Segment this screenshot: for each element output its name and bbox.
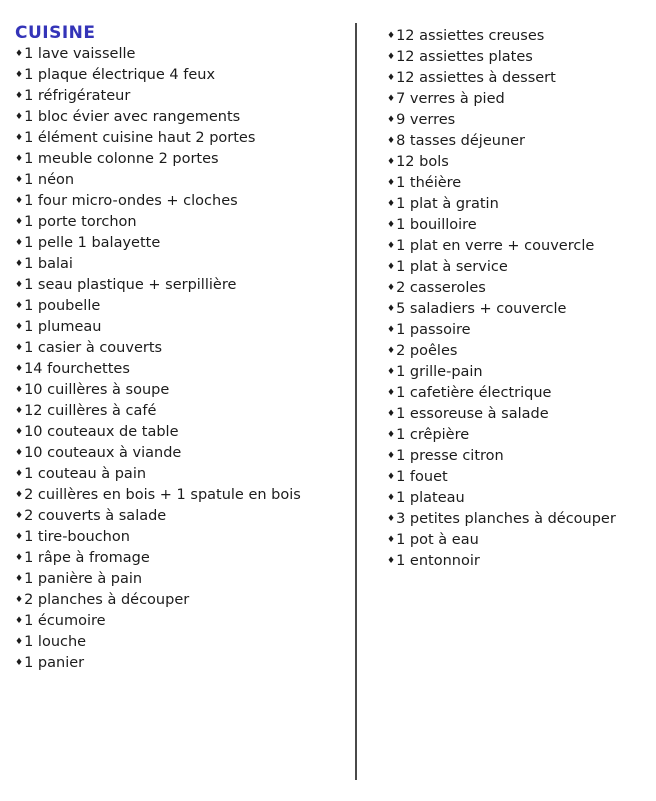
item-text: 2 cuillères en bois + 1 spatule en bois	[24, 487, 301, 503]
item-text: 1 passoire	[396, 322, 471, 338]
diamond-bullet-icon: ♦	[15, 49, 24, 59]
list-item	[15, 107, 353, 128]
diamond-bullet-icon: ♦	[15, 70, 24, 80]
diamond-bullet-icon: ♦	[387, 199, 396, 209]
list-item	[15, 527, 353, 548]
item-text: 1 seau plastique + serpillière	[24, 277, 237, 293]
column-divider-line	[355, 23, 357, 780]
item-text: 1 panière à pain	[24, 571, 143, 587]
list-item	[15, 254, 353, 275]
diamond-bullet-icon: ♦	[387, 514, 396, 524]
list-item	[15, 464, 353, 485]
diamond-bullet-icon: ♦	[387, 115, 396, 125]
left-column	[15, 22, 353, 674]
item-text: 1 poubelle	[24, 298, 101, 314]
list-item	[15, 422, 353, 443]
diamond-bullet-icon: ♦	[15, 532, 24, 542]
item-text: 1 entonnoir	[396, 553, 480, 569]
list-item	[15, 233, 353, 254]
item-text: 12 cuillères à café	[24, 403, 157, 419]
item-text: 8 tasses déjeuner	[396, 133, 526, 149]
diamond-bullet-icon: ♦	[15, 406, 24, 416]
item-text: 1 presse citron	[396, 448, 504, 464]
list-item	[15, 590, 353, 611]
list-item	[387, 173, 653, 194]
list-item	[387, 446, 653, 467]
list-item	[15, 86, 353, 107]
item-text: 1 crêpière	[396, 427, 470, 443]
list-item	[387, 47, 653, 68]
list-item	[15, 275, 353, 296]
list-item	[15, 44, 353, 65]
item-text: 2 planches à découper	[24, 592, 190, 608]
list-item	[387, 152, 653, 173]
left-item-list	[15, 44, 353, 674]
list-item	[15, 485, 353, 506]
item-text: 14 fourchettes	[24, 361, 130, 377]
item-text: 1 tire-bouchon	[24, 529, 130, 545]
item-text: 1 casier à couverts	[24, 340, 163, 356]
item-text: 2 casseroles	[396, 280, 486, 296]
diamond-bullet-icon: ♦	[15, 385, 24, 395]
diamond-bullet-icon: ♦	[387, 472, 396, 482]
list-item	[15, 128, 353, 149]
item-text: 1 couteau à pain	[24, 466, 147, 482]
list-item	[387, 530, 653, 551]
diamond-bullet-icon: ♦	[387, 241, 396, 251]
diamond-bullet-icon: ♦	[387, 493, 396, 503]
list-item	[15, 569, 353, 590]
diamond-bullet-icon: ♦	[15, 574, 24, 584]
item-text: 1 écumoire	[24, 613, 106, 629]
list-item	[387, 320, 653, 341]
diamond-bullet-icon: ♦	[15, 616, 24, 626]
diamond-bullet-icon: ♦	[387, 367, 396, 377]
diamond-bullet-icon: ♦	[387, 178, 396, 188]
diamond-bullet-icon: ♦	[15, 658, 24, 668]
diamond-bullet-icon: ♦	[15, 469, 24, 479]
item-text: 1 râpe à fromage	[24, 550, 150, 566]
item-text: 1 réfrigérateur	[24, 88, 131, 104]
item-text: 1 plat en verre + couvercle	[396, 238, 595, 254]
list-item	[15, 170, 353, 191]
item-text: 1 plat à gratin	[396, 196, 499, 212]
diamond-bullet-icon: ♦	[15, 343, 24, 353]
diamond-bullet-icon: ♦	[15, 133, 24, 143]
item-text: 12 bols	[396, 154, 449, 170]
diamond-bullet-icon: ♦	[387, 262, 396, 272]
diamond-bullet-icon: ♦	[15, 595, 24, 605]
diamond-bullet-icon: ♦	[15, 154, 24, 164]
item-text: 1 lave vaisselle	[24, 46, 136, 62]
list-item	[15, 191, 353, 212]
list-item	[15, 443, 353, 464]
diamond-bullet-icon: ♦	[15, 637, 24, 647]
item-text: 1 grille-pain	[396, 364, 483, 380]
diamond-bullet-icon: ♦	[15, 91, 24, 101]
diamond-bullet-icon: ♦	[15, 427, 24, 437]
list-item	[15, 380, 353, 401]
list-item	[387, 299, 653, 320]
list-item	[15, 401, 353, 422]
list-item	[15, 653, 353, 674]
diamond-bullet-icon: ♦	[387, 283, 396, 293]
list-item	[15, 317, 353, 338]
list-item	[387, 509, 653, 530]
item-text: 1 balai	[24, 256, 73, 272]
item-text: 12 assiettes plates	[396, 49, 533, 65]
list-item	[387, 467, 653, 488]
item-text: 1 théière	[396, 175, 462, 191]
item-text: 1 plat à service	[396, 259, 508, 275]
list-item	[15, 548, 353, 569]
item-text: 1 bouilloire	[396, 217, 477, 233]
list-item	[15, 65, 353, 86]
diamond-bullet-icon: ♦	[387, 556, 396, 566]
item-text: 1 pelle 1 balayette	[24, 235, 161, 251]
page-title: CUISINE	[15, 23, 96, 43]
diamond-bullet-icon: ♦	[15, 280, 24, 290]
diamond-bullet-icon: ♦	[387, 136, 396, 146]
item-text: 1 pot à eau	[396, 532, 479, 548]
diamond-bullet-icon: ♦	[15, 511, 24, 521]
diamond-bullet-icon: ♦	[15, 259, 24, 269]
diamond-bullet-icon: ♦	[15, 112, 24, 122]
diamond-bullet-icon: ♦	[387, 430, 396, 440]
list-item	[15, 611, 353, 632]
diamond-bullet-icon: ♦	[15, 322, 24, 332]
list-item	[15, 212, 353, 233]
diamond-bullet-icon: ♦	[15, 553, 24, 563]
list-item	[387, 341, 653, 362]
item-text: 9 verres	[396, 112, 456, 128]
list-item	[15, 296, 353, 317]
list-item	[387, 278, 653, 299]
diamond-bullet-icon: ♦	[387, 388, 396, 398]
list-item	[387, 551, 653, 572]
diamond-bullet-icon: ♦	[15, 238, 24, 248]
item-text: 10 cuillères à soupe	[24, 382, 170, 398]
right-item-list	[387, 26, 653, 572]
list-item	[387, 68, 653, 89]
list-item	[387, 257, 653, 278]
list-item	[387, 236, 653, 257]
item-text: 10 couteaux de table	[24, 424, 179, 440]
diamond-bullet-icon: ♦	[387, 94, 396, 104]
list-item	[387, 131, 653, 152]
item-text: 1 néon	[24, 172, 75, 188]
diamond-bullet-icon: ♦	[387, 535, 396, 545]
item-text: 1 panier	[24, 655, 85, 671]
item-text: 1 fouet	[396, 469, 448, 485]
list-item	[387, 194, 653, 215]
item-text: 2 couverts à salade	[24, 508, 167, 524]
diamond-bullet-icon: ♦	[15, 196, 24, 206]
list-item	[387, 362, 653, 383]
item-text: 1 plumeau	[24, 319, 102, 335]
item-text: 1 louche	[24, 634, 87, 650]
list-item	[15, 149, 353, 170]
diamond-bullet-icon: ♦	[387, 304, 396, 314]
list-item	[387, 26, 653, 47]
list-item	[387, 425, 653, 446]
item-text: 12 assiettes à dessert	[396, 70, 556, 86]
diamond-bullet-icon: ♦	[387, 409, 396, 419]
item-text: 7 verres à pied	[396, 91, 505, 107]
list-item	[387, 383, 653, 404]
list-item	[15, 506, 353, 527]
item-text: 1 plateau	[396, 490, 465, 506]
diamond-bullet-icon: ♦	[15, 175, 24, 185]
diamond-bullet-icon: ♦	[15, 364, 24, 374]
item-text: 1 essoreuse à salade	[396, 406, 549, 422]
item-text: 1 meuble colonne 2 portes	[24, 151, 219, 167]
list-item	[387, 404, 653, 425]
diamond-bullet-icon: ♦	[387, 31, 396, 41]
item-text: 2 poêles	[396, 343, 458, 359]
diamond-bullet-icon: ♦	[387, 346, 396, 356]
list-item	[387, 488, 653, 509]
list-item	[15, 632, 353, 653]
diamond-bullet-icon: ♦	[387, 220, 396, 230]
diamond-bullet-icon: ♦	[15, 301, 24, 311]
item-text: 1 plaque électrique 4 feux	[24, 67, 216, 83]
diamond-bullet-icon: ♦	[387, 451, 396, 461]
list-item	[387, 89, 653, 110]
item-text: 1 cafetière électrique	[396, 385, 552, 401]
item-text: 12 assiettes creuses	[396, 28, 545, 44]
diamond-bullet-icon: ♦	[15, 448, 24, 458]
list-item	[387, 110, 653, 131]
item-text: 1 porte torchon	[24, 214, 137, 230]
diamond-bullet-icon: ♦	[387, 325, 396, 335]
item-text: 1 four micro-ondes + cloches	[24, 193, 238, 209]
item-text: 5 saladiers + couvercle	[396, 301, 567, 317]
diamond-bullet-icon: ♦	[15, 490, 24, 500]
right-column	[387, 26, 653, 572]
item-text: 1 bloc évier avec rangements	[24, 109, 241, 125]
diamond-bullet-icon: ♦	[387, 157, 396, 167]
item-text: 10 couteaux à viande	[24, 445, 182, 461]
diamond-bullet-icon: ♦	[15, 217, 24, 227]
list-item	[15, 359, 353, 380]
item-text: 3 petites planches à découper	[396, 511, 616, 527]
diamond-bullet-icon: ♦	[387, 73, 396, 83]
list-item	[15, 338, 353, 359]
item-text: 1 élément cuisine haut 2 portes	[24, 130, 256, 146]
list-item	[387, 215, 653, 236]
diamond-bullet-icon: ♦	[387, 52, 396, 62]
